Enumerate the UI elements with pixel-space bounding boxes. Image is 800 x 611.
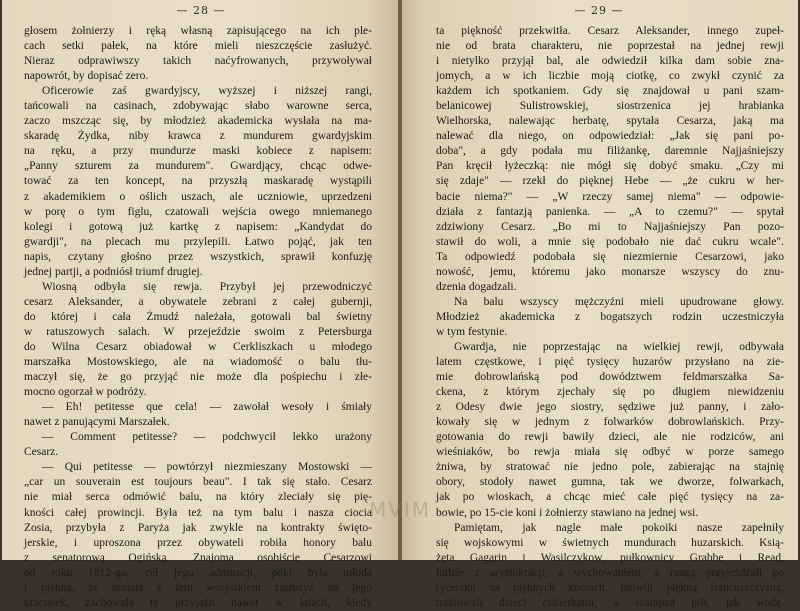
text-line: od roku 1812-go, cel jego admiracji, póki była młoda [24,566,372,579]
text-line: kowały się w jednym z folwarków dobrowlańskich. Przy- [436,416,784,429]
text-line: żniwa, by stratować nie jedno pole, zabierając na stajnię [436,461,784,474]
text-line: traktowali dzieci cukierkami, a szampan pili, jak wodę. [436,596,784,609]
text-line: działa z fantazją panienka. — „A to czemu?" — spytał [436,205,784,218]
text-line: Nieraz odprawiwszy takich naćyfrowanych, przywoływał [24,55,372,68]
text-line: szacunek, zachowała tę przyjaźń nawet w latach, kiedy [24,596,372,609]
text-line: żęta Gagarin i Wasilczykow, pułkownicy Grabbe i Read, [436,551,784,564]
text-line: „Panny szturem za mundurem". Gwardjący, chcąc odwe- [24,160,372,173]
text-line: Cesarz. [24,446,59,459]
text-line: Zosia, przybyła z Paryża jak zwykle na kontrakty święto- [24,521,372,534]
left-page-text [24,24,372,609]
text-line: jomych, a w ich liczbie moją ciotkę, co zwykł czynić za [436,70,784,83]
text-line: „car un souverain est toujours beau". I tak się stało. Cesarz [24,476,372,489]
text-line: gwardji", na plecach mu przylepili. Łatwo pojąć, jak ten [24,235,372,248]
text-line: latem częstkowe, i pięć tysięcy huzarów przysłano na zie- [436,356,784,369]
text-line: Wielhorska, nalewając herbatę, spytała Cesarza, jaką ma [436,115,784,128]
text-line: i piękna, że umiała z tem wszystkiem zasłużyć na jego [24,581,372,594]
text-line: nowość, jemu, któremu jako monarsze wszyscy do znu- [436,265,784,278]
text-line: belanicowej Sulistrowskiej, siostrzenica jej hrabianka [436,100,784,113]
text-line: jerskie, i uproszona przez obywateli robiła honory balu [24,536,372,549]
text-line: bacie niema?" — „W rzeczy samej niema" — odpowie- [436,190,784,203]
text-line: ta piękność przekwitła. Cesarz Aleksander, innego zupeł- [436,25,784,37]
text-line: nie od brata charakteru, nie poprzestał na jednej rewji [436,40,784,53]
text-line: mocno ogorzał w podróży. [24,386,147,399]
text-line: i nietylko przyjął bal, ale odwiedził kilka dam sobie zna- [436,55,784,68]
text-line: nie miał serca odmówić balu, na który zleciały się pię- [24,491,372,504]
text-line: Ta odpowiedź podobała się niezmiernie Cesarzowi, jako [436,250,784,263]
page-number-right: — 29 — [574,4,624,17]
right-page [400,0,798,609]
text-line: marszałka Mostowskiego, ale na wiadomość o balu tłu- [24,356,372,369]
text-line: napowrót, by dopisać zero. [24,70,149,83]
text-line: w tym festynie. [436,325,508,338]
text-line: zaczo mszcząc się, by młodzież akademicka wysłała na ma- [24,115,372,128]
text-line: kności całej prowincji. Była też na tym balu i nasza ciocia [24,506,372,519]
watermark-logo: MVIM [368,498,432,522]
text-line: do której i cała Żmudź należała, gotowali bal świetny [24,310,372,323]
text-line: cesarz Aleksander, a obywatele zebrani z całej gubernji, [24,295,372,308]
text-line: skaradę Żydka, niby krawca z mundurem gwardyjskim [24,130,372,143]
text-line: dzenia dogadzali. [436,280,517,293]
text-line: ludzie z arystokracji, z wychowaniem, z rangą przyjeżdżali po [436,566,784,579]
text-line: bowie, po 15-cie koni i żołnierzy stawiano na jednej wsi. [436,506,699,519]
book-gutter [398,0,402,560]
text-line: się zdaje" — rzekł do pięknej Hebe — „że cukru w her- [436,175,784,188]
text-line: rycersku na pięknych koniach, mówili piękną francuszczyzną, [436,581,784,594]
text-line: doba", a gdy podała mu filiżankę, daremnie Najjaśniejszy [436,145,784,158]
text-line: gotowania do rewji bawiły dzieci, ale nie rodziców, ani [436,431,784,444]
text-line: stawił do woli, a mnie się podobało nie dać cukru wcale". [436,235,784,248]
text-line: Młodzież akademicka z bogatszych rodzin uczestniczyła [436,310,784,323]
text-line: cach setki pałek, na które mieli nieszczęście zasłużyć. [24,40,372,53]
text-line: — Qui petitesse — powtórzył niezmieszany Mostowski — [42,461,372,474]
text-line: mie dobrowlańską pod dowództwem feldmarszałka Sa- [436,371,784,384]
text-line: Gwardja, nie poprzestając na wielkiej rewji, odbywała [454,340,784,353]
text-line: tańcowali na casinach, zdobywając słabo warowne serca, [24,100,372,113]
text-line: się wojskowymi w świetnych mundurach huzarskich. Ksią- [436,536,784,549]
left-page [2,0,400,609]
text-line: w ratuszowych salach. W przejeździe swoim z Petersburga [24,325,372,338]
text-line: Oficerowie zaś gwardyjscy, wyższej i niższej rangi, [42,85,372,98]
text-line: nalewać dla niego, on odpowiedział: „Jak się pani po- [436,130,784,143]
text-line: jak po wioskach, a chcąc mieć całe pięć tysięcy na za- [436,491,784,504]
text-line: ckena, z którym zjechały się po długiem niewidzeniu [436,386,784,399]
text-line: w porę o tym figlu, czatowali wejścia owego mniemanego [24,205,372,218]
text-line: do Wilna Cesarz obiadował w Cerkliszkach u młodego [24,340,372,353]
text-line: Na balu wszyscy mężczyźni mieli upudrowane głowy. [454,295,784,308]
text-line: kolegi i gotową już kartkę z napisem: „Kandydat do [24,220,372,233]
text-line: zdziwiony Cesarz. „Bo mi to Najjaśniejszy Pan pozo- [436,220,784,233]
text-line: Pan kręcił łyżeczką: nie mógł się dobyć smaku. „Czy mi [436,160,784,173]
text-line: — Eh! petitesse que cela! — zawołał wesoły i śmiały [42,401,372,414]
text-line: tować za ten koncept, na przyszłą maskaradę wystąpili [24,175,372,188]
text-line: z akademikiem o oślich uszach, ale uczniowie, uprzedzeni [24,190,372,203]
text-line: nawet z panującymi Marszałek. [24,416,170,429]
text-line: maczył się, że go przyjąć nie może dla pośpiechu i złe- [24,371,372,384]
page-number-left: — 28 — [176,4,226,17]
text-line: — Comment petitesse? — podchwycił lekko urażony [42,431,372,444]
right-page-text [436,24,784,609]
text-line: na ręku, a przy mundurze maski kobiece z napisem: [24,145,372,158]
text-line: Wiosną odbyła się rewja. Przybył jej przewodniczyć [42,280,372,293]
text-line: napis, czytany głośno przez wszystkich, sprawił konfuzję [24,250,372,263]
text-line: wieśniaków, bo rewja miała się odbyć w porze samego [436,446,784,459]
text-line: z senatorową Ogińską. Znajoma osobiście Cesarzowi [24,551,372,564]
text-line: głosem żołnierzy i ręką własną zapisującego na ich ple- [24,25,372,37]
text-line: każdem ich spotkaniem. Gdy się znajdował u pani szam- [436,85,784,98]
text-line: jednej partji, a podniósł triumf drugiej. [24,265,203,278]
text-line: Pamiętam, jak nagle małe pokoiki nasze zapełniły [454,521,784,534]
text-line: obory, stodoły nawet gumna, tak we dworze, folwarkach, [436,476,784,489]
text-line: z Odesy dwie jego siostry, sędziwe już panny, i zało- [436,401,784,414]
